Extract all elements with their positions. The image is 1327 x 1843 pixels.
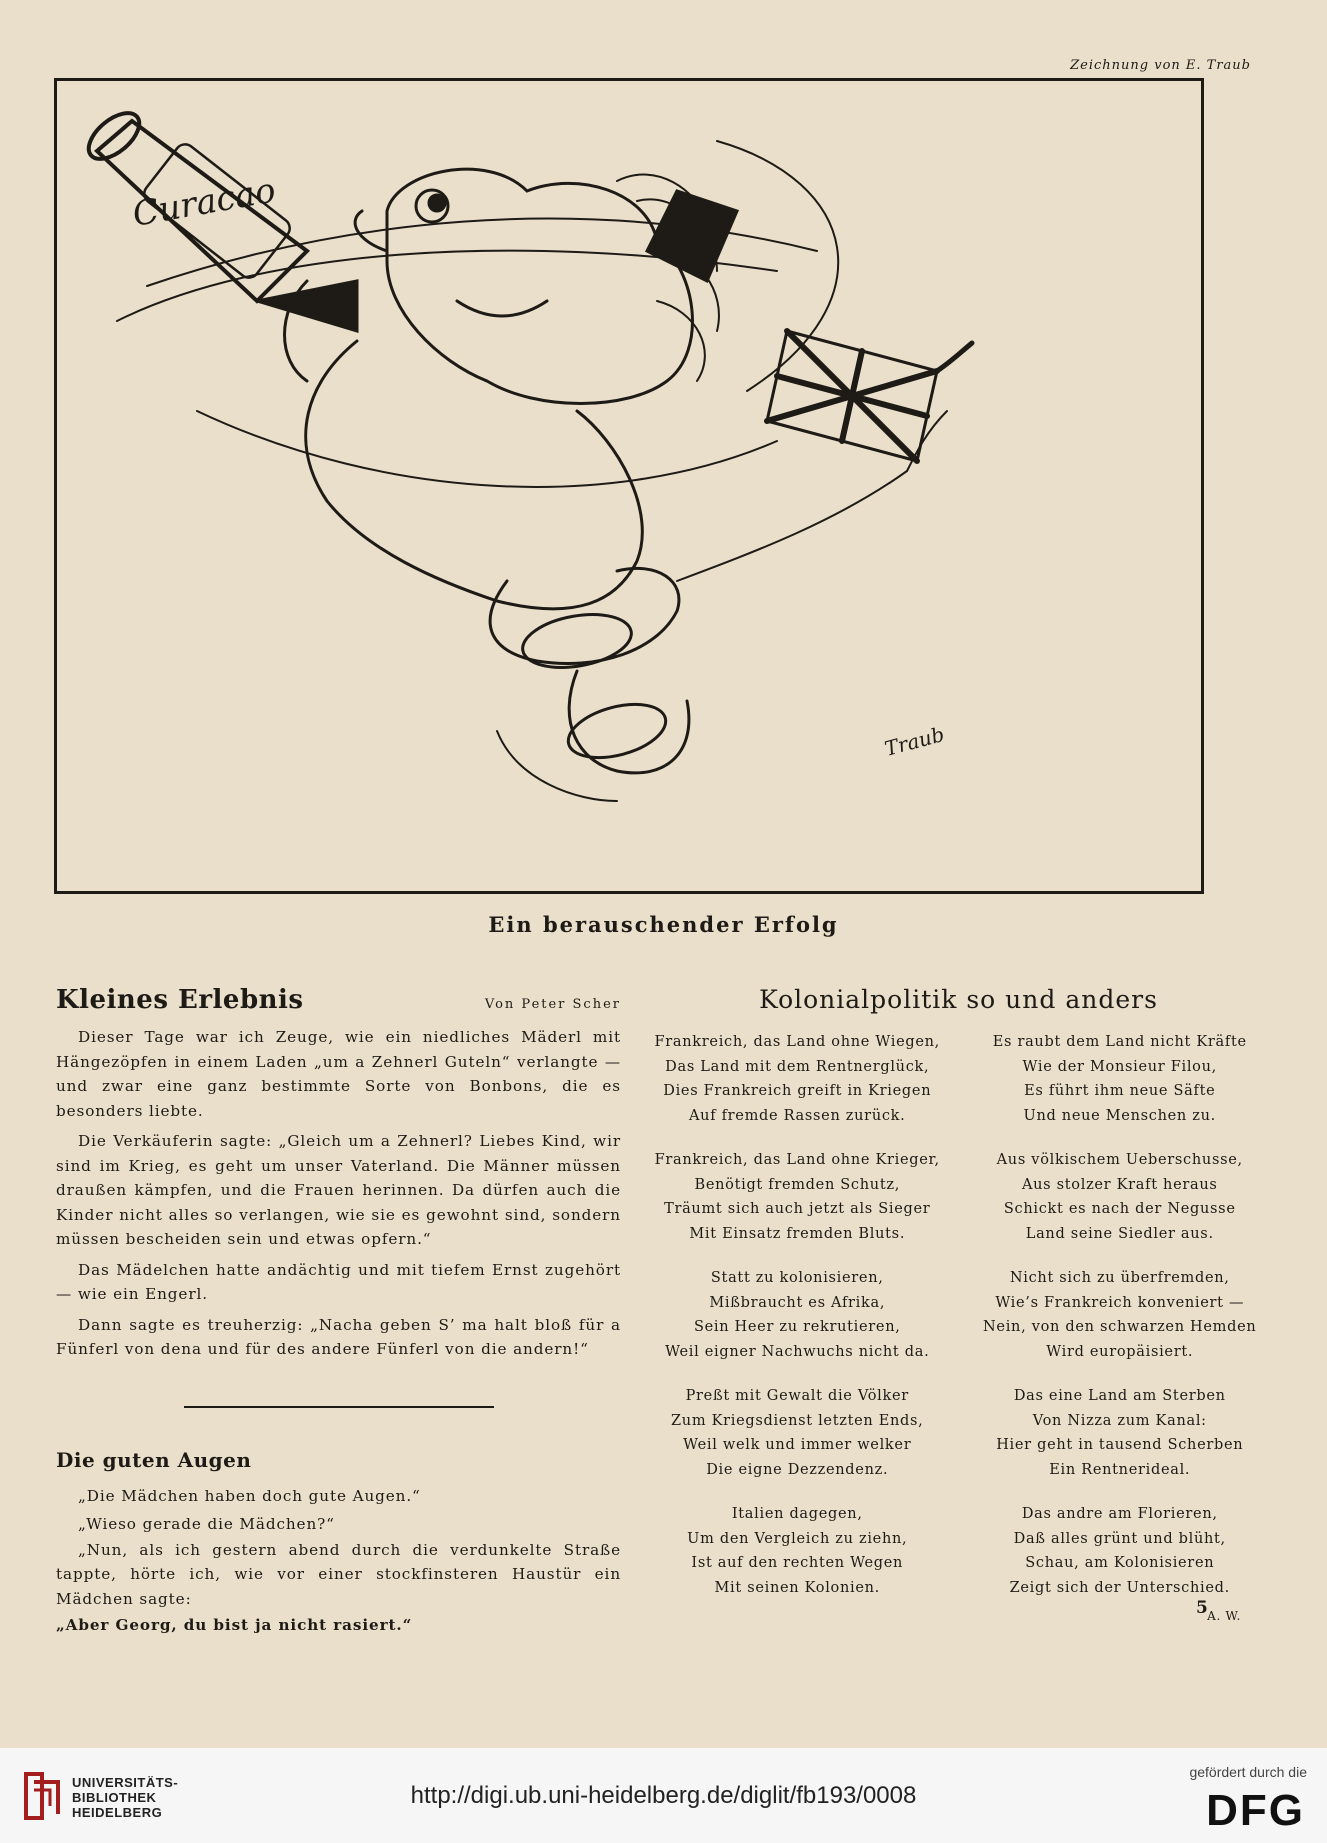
poem-line: Preßt mit Gewalt die Völker (685, 1388, 909, 1404)
poem-line: Ist auf den rechten Wegen (691, 1555, 904, 1571)
poem-line: Das eine Land am Sterben (1013, 1388, 1226, 1404)
poem-line: Ein Rentnerideal. (1049, 1461, 1191, 1478)
dfg-logo[interactable]: DFG (1206, 1786, 1305, 1835)
poem-line: Italien dagegen, (731, 1506, 863, 1522)
poem-line: Das Land mit dem Rentnerglück, (665, 1058, 930, 1075)
short-story-line: „Die Mädchen haben doch gute Augen.“ (78, 1486, 421, 1505)
poem-line: Wird europäisiert. (1046, 1343, 1194, 1360)
poem-author: A. W. (1207, 1609, 1241, 1623)
poem-line: Das andre am Florieren, (1021, 1506, 1218, 1522)
poem-line: Nicht sich zu überfremden, (1009, 1270, 1230, 1286)
story-paragraph: Das Mädelchen hatte andächtig und mit tiefem Ernst zugehört — wie ein Engerl. (56, 1260, 621, 1303)
poem-stanza (646, 1266, 949, 1364)
poem-line: Zeigt sich der Unterschied. (1009, 1579, 1230, 1596)
poem-line: Schickt es nach der Negusse (1003, 1201, 1236, 1217)
cartoon-drawing (57, 81, 1201, 891)
poem-line: Von Nizza zum Kanal: (1032, 1412, 1207, 1429)
story-paragraph: Dann sagte es treuherzig: „Nacha geben S’ ma halt bloß für a Fünferl von dena und für des andere Fünferl von die andern!“ (56, 1315, 621, 1358)
story-title: Kleines Erlebnis (56, 985, 304, 1015)
poem-line: Hier geht in tausend Scherben (996, 1437, 1244, 1453)
poem-line: Frankreich, das Land ohne Krieger, (654, 1152, 940, 1168)
poem-line: Träumt sich auch jetzt als Sieger (664, 1201, 931, 1217)
story-byline: Von Peter Scher (484, 997, 621, 1012)
short-story-title: Die guten Augen (56, 1447, 252, 1472)
poem-line: Die eigne Dezzendenz. (706, 1461, 889, 1478)
poem-line: Daß alles grünt und blüht, (1013, 1530, 1226, 1547)
poem-line: Auf fremde Rassen zurück. (689, 1107, 906, 1124)
artist-signature: Traub (882, 721, 947, 761)
poem-line: Um den Vergleich zu ziehn, (687, 1530, 908, 1547)
poem-stanza (969, 1030, 1272, 1128)
permalink-url[interactable]: http://digi.ub.uni-heidelberg.de/diglit/fb193/0008 (410, 1782, 917, 1809)
poem-line: Dies Frankreich greift in Kriegen (663, 1083, 932, 1099)
short-story-punchline: „Aber Georg, du bist ja nicht rasiert.“ (56, 1616, 413, 1634)
poem-line: Zum Kriegsdienst letzten Ends, (671, 1412, 924, 1429)
poem-title: Kolonialpolitik so und anders (759, 985, 1158, 1014)
section-divider (184, 1406, 494, 1408)
poem-stanza (969, 1266, 1272, 1364)
poem-line: Weil eigner Nachwuchs nicht da. (665, 1343, 930, 1360)
poem-line: Wie’s Frankreich konveniert — (995, 1294, 1245, 1311)
poem-column (646, 985, 1271, 1629)
cartoon-illustration (54, 78, 1204, 894)
viewer-footer (0, 1748, 1327, 1843)
poem-stanza (646, 1148, 949, 1246)
poem-stanza (969, 1384, 1272, 1482)
poem-line: Wie der Monsieur Filou, (1022, 1058, 1217, 1075)
story-paragraph: Die Verkäuferin sagte: „Gleich um a Zehnerl? Liebes Kind, wir sind im Krieg, es geht um unser Vaterland. Die Männer müssen draußen kämpfen, und die Frauen herinnen. Da dürfen auch die Kinder nicht alles so verlangen, wie sie es gewohnt sind, sondern müssen bescheiden sein und etwas opfern.“ (56, 1132, 621, 1248)
poem-line: Aus stolzer Kraft heraus (1021, 1176, 1218, 1193)
poem-line: Schau, am Kolonisieren (1025, 1555, 1215, 1571)
funding-note: gefördert durch die (1189, 1764, 1307, 1780)
poem-line: Mit Einsatz fremden Bluts. (689, 1225, 906, 1242)
bottle-label: Curacao (129, 170, 279, 235)
poem-stanza (969, 1502, 1272, 1629)
poem-stanzas (646, 1030, 1271, 1629)
poem-line: Weil welk und immer welker (683, 1437, 912, 1453)
poem-line: Mit seinen Kolonien. (714, 1579, 880, 1596)
page-number: 5 (1196, 1598, 1208, 1618)
poem-line: Es raubt dem Land nicht Kräfte (992, 1034, 1247, 1050)
left-column (56, 985, 621, 1639)
story-paragraph: Dieser Tage war ich Zeuge, wie ein niedliches Mäderl mit Hängezöpfen in einem Laden „um a Zehnerl Guteln“ verlangte — und zwar eine ganz bestimmte Sorte von Bonbons, die es besonders liebte. (56, 1028, 621, 1120)
poem-line: Und neue Menschen zu. (1023, 1107, 1216, 1124)
library-name-line: HEIDELBERG (72, 1805, 163, 1820)
library-name-line: BIBLIOTHEK (72, 1790, 157, 1805)
poem-line: Aus völkischem Ueberschusse, (996, 1152, 1243, 1168)
story-header (56, 985, 621, 1015)
poem-line: Statt zu kolonisieren, (710, 1270, 884, 1286)
poem-line: Es führt ihm neue Säfte (1024, 1083, 1216, 1099)
cartoon-caption: Ein berauschender Erfolg (488, 912, 839, 937)
poem-line: Benötigt fremden Schutz, (694, 1176, 901, 1193)
poem-stanza (646, 1384, 949, 1482)
short-story-line: „Nun, als ich gestern abend durch die verdunkelte Straße tappte, hörte ich, wie vor einer stockfinsteren Haustür ein Mädchen sagte: (56, 1540, 621, 1608)
poem-stanza (646, 1502, 949, 1629)
illustration-credit: Zeichnung von E. Traub (1070, 58, 1251, 73)
poem-stanza (646, 1030, 949, 1128)
poem-line: Land seine Siedler aus. (1025, 1225, 1214, 1242)
library-name-line: UNIVERSITÄTS- (72, 1775, 179, 1790)
poem-line: Frankreich, das Land ohne Wiegen, (654, 1034, 940, 1050)
poem-line: Nein, von den schwarzen Hemden (983, 1319, 1257, 1335)
poem-line: Mißbraucht es Afrika, (709, 1294, 886, 1311)
short-story-line: „Wieso gerade die Mädchen?“ (78, 1514, 335, 1533)
poem-line: Sein Heer zu rekrutieren, (693, 1319, 901, 1335)
poem-stanza (969, 1148, 1272, 1246)
